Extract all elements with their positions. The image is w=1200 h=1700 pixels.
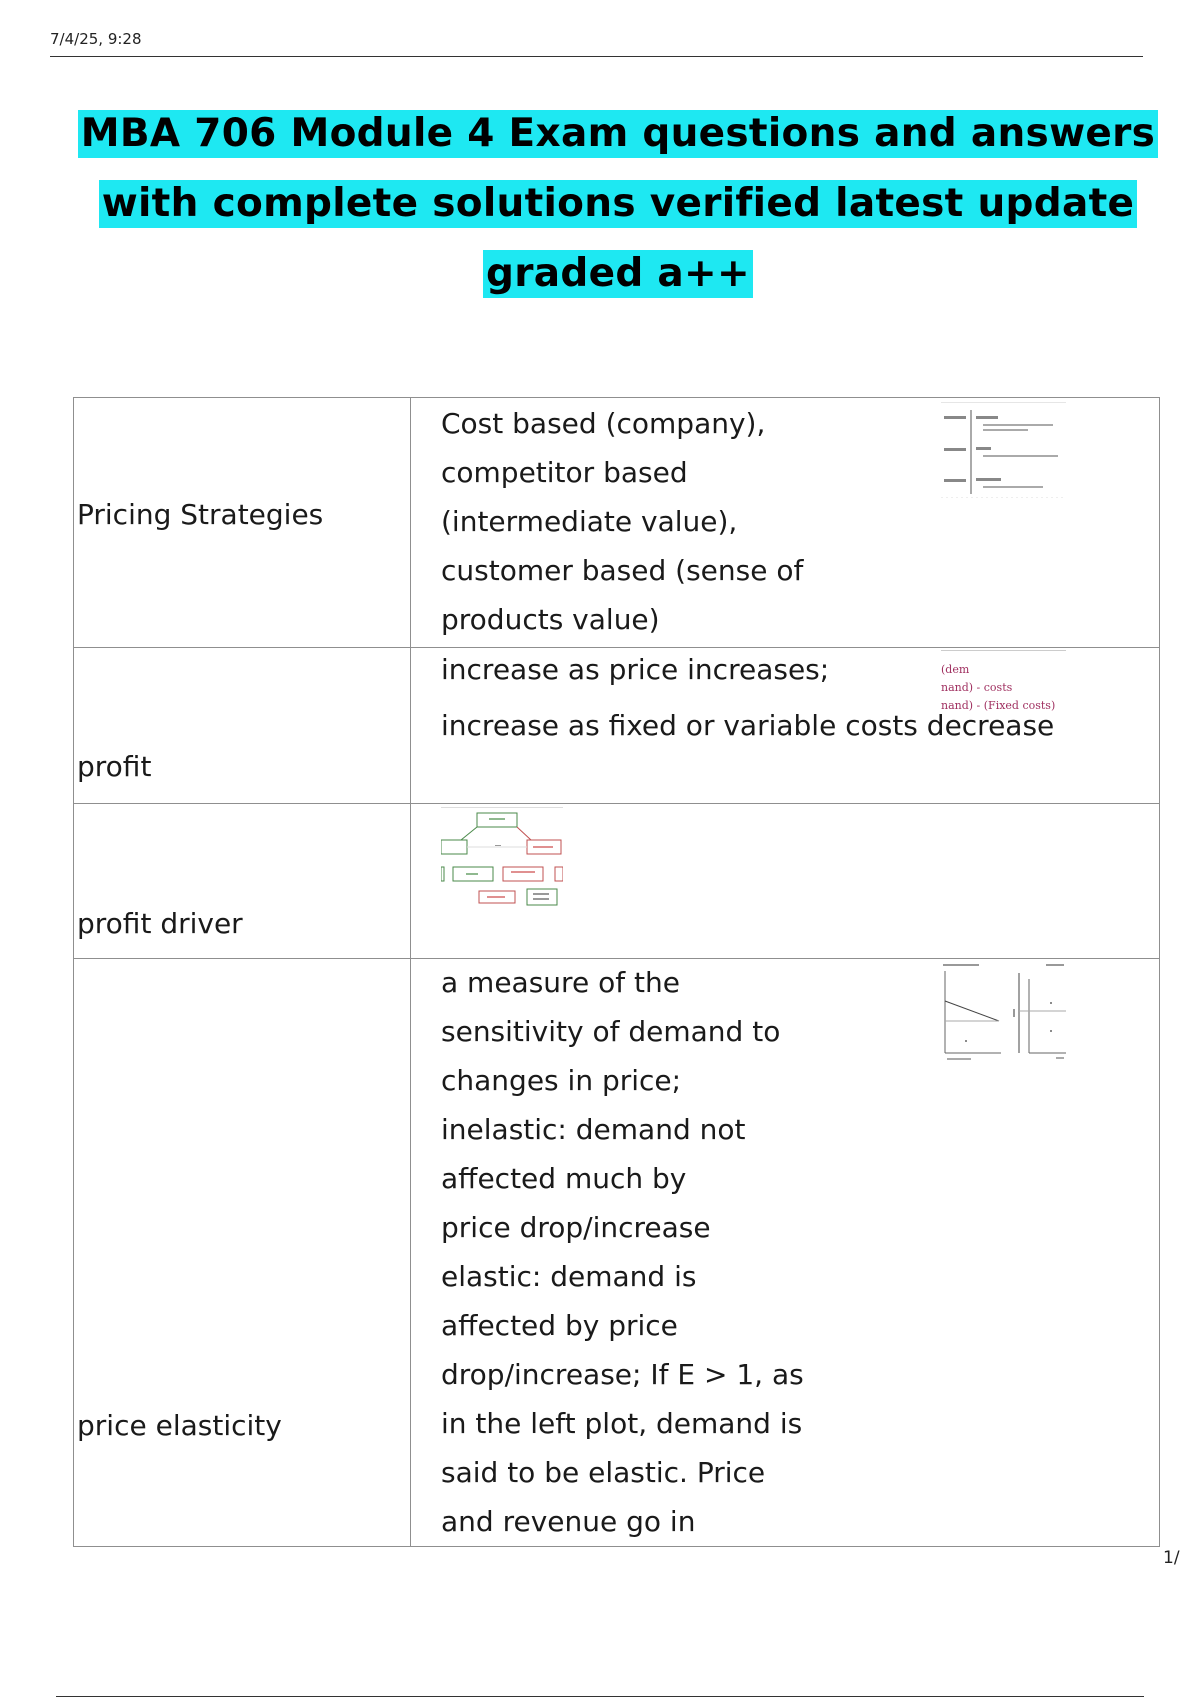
answer-line: products value) xyxy=(441,603,660,636)
answer-cell xyxy=(411,398,1160,648)
print-timestamp: 7/4/25, 9:28 xyxy=(50,30,142,48)
answer-cell xyxy=(411,959,1160,1547)
formula-fragment: nand) - costs xyxy=(941,681,1013,694)
answer-line: (intermediate value), xyxy=(441,505,738,538)
page-number: 1/ xyxy=(1163,1548,1180,1568)
answer-line: increase as price increases; xyxy=(441,653,830,686)
answer-line: affected much by xyxy=(441,1162,687,1195)
table-row xyxy=(74,648,1160,804)
footer-rule xyxy=(56,1696,1144,1697)
answer-line: sensitivity of demand to xyxy=(441,1015,781,1048)
term-cell xyxy=(74,959,411,1547)
qa-table xyxy=(73,397,1160,1547)
answer-line: Cost based (company), xyxy=(441,407,766,440)
table-row xyxy=(74,959,1160,1547)
term-cell xyxy=(74,804,411,959)
profit-driver-tree-diagram xyxy=(441,807,563,909)
term-label: Pricing Strategies xyxy=(77,498,324,531)
answer-line: price drop/increase xyxy=(441,1211,711,1244)
answer-line: increase as fixed or variable costs decrease xyxy=(441,709,1055,742)
answer-line: customer based (sense of xyxy=(441,554,804,587)
answer-line: affected by price xyxy=(441,1309,678,1342)
answer-line: in the left plot, demand is xyxy=(441,1407,803,1440)
table-row xyxy=(74,804,1160,959)
term-cell xyxy=(74,648,411,804)
answer-line: and revenue go in xyxy=(441,1505,696,1538)
answer-line: drop/increase; If E > 1, as xyxy=(441,1358,804,1391)
term-label: price elasticity xyxy=(77,1409,282,1442)
title-line-1: MBA 706 Module 4 Exam questions and answers xyxy=(78,110,1158,158)
answer-line: inelastic: demand not xyxy=(441,1113,746,1146)
answer-text xyxy=(441,958,811,1546)
document-title xyxy=(0,110,1200,320)
answer-line: changes in price; xyxy=(441,1064,682,1097)
title-line-3: graded a++ xyxy=(483,250,753,298)
answer-line: competitor based xyxy=(441,456,688,489)
header-rule xyxy=(50,56,1143,57)
profit-formula-image xyxy=(941,650,1066,751)
answer-text xyxy=(441,399,811,644)
elasticity-plots-image xyxy=(941,961,1066,1065)
term-cell xyxy=(74,398,411,648)
table-row xyxy=(74,398,1160,648)
pricing-strategies-chart-image xyxy=(941,402,1066,498)
answer-line: said to be elastic. Price xyxy=(441,1456,766,1489)
formula-fragment: (dem xyxy=(941,663,970,676)
title-line-2: with complete solutions verified latest update xyxy=(99,180,1138,228)
answer-line: a measure of the xyxy=(441,966,680,999)
term-label: profit driver xyxy=(77,907,243,940)
answer-cell xyxy=(411,804,1160,959)
formula-fragment: nand) - (Fixed costs) xyxy=(941,699,1056,712)
answer-cell xyxy=(411,648,1160,804)
answer-line: elastic: demand is xyxy=(441,1260,697,1293)
term-label: profit xyxy=(77,750,152,783)
